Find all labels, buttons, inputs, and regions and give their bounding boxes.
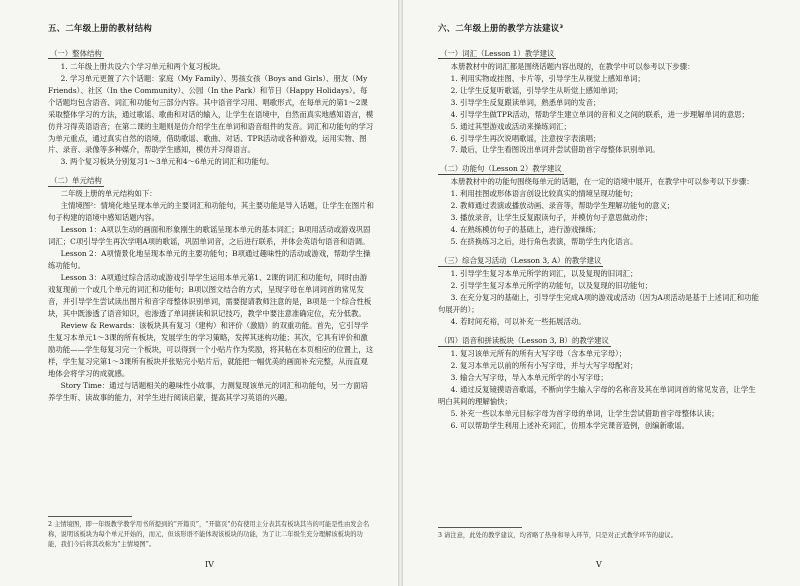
paragraph: 本册教材中的词汇都是围绕话题内容出现的，在教学中可以参考以下步骤： bbox=[450, 61, 695, 71]
section-heading: （一）词汇（Lesson 1）教学建议 bbox=[440, 48, 555, 58]
footnote-rule bbox=[438, 527, 522, 528]
list-item: 5. 补充一些以本单元目标字母为首字母的单词，让学生尝试借助首字母整体认读； bbox=[450, 409, 719, 419]
page-title: 五、二年级上册的教材结构 bbox=[48, 23, 153, 33]
list-item: 2. 让学生反复听歌谣，引导学生从听觉上感知单词； bbox=[450, 85, 623, 95]
paragraph: 本册教材中的功能句围绕每单元的话题，在一定的语境中展开，在教学中可以参考以下步骤： bbox=[450, 177, 754, 187]
paragraph: 1. 二年级上册共设六个学习单元和两个复习板块。 bbox=[60, 61, 226, 71]
paragraph: Lesson 3：A项通过综合活动或游戏引导学生运用本单元第1、2课的词汇和功能句，同时由游戏复现前一个或几个单元的词汇和功能句；B项以图文结合的方式，呈现字母在单词词首的常见发音，并引导学生尝试读出图片和音字母整体识别单词，需要提请教师注意的是，B项是一个综合性板块，其中既渗透了语音知识，也渗透了单词拼读和识记技巧，教学中要注意准确定位，充分低教。 bbox=[48, 273, 372, 319]
paragraph: Lesson 2：A项情景化地呈现本单元的主要功能句；B项通过趣味性的活动或游戏，帮助学生操练功能句。 bbox=[48, 249, 371, 271]
section-heading: （二）单元结构 bbox=[50, 176, 102, 186]
section-heading: （二）功能句（Lesson 2）教学建议 bbox=[440, 164, 562, 174]
paragraph: 主情境图²：情境化地呈现本单元的主要词汇和功能句，其主要功能是导入话题，让学生在图片和句子构建的语境中感知话题内容。 bbox=[48, 201, 374, 223]
list-item: 2. 教师通过表演或播放动画、录音等，帮助学生理解功能句的意义； bbox=[450, 201, 675, 211]
paragraph: 3. 两个复习板块分别复习1～3单元和4～6单元的词汇和功能句。 bbox=[60, 157, 274, 167]
list-item: 5. 在挤换练习之后，进行角色表演，帮助学生内化语言。 bbox=[450, 237, 638, 247]
paragraph: Review & Rewards：该板块具有复习（建构）和评价（激励）的双重功能。首先，它引导学生复习本单元1～3课的所有板块，发展学生的学习策略，发挥其迷构功能；其次，它具有评价和激励功能——学生每复习完一个板块，可以得到一个小贴片作为奖励，将其粘在本页相应的位置上，这样，学生复习完第1～3课所有板块并张贴完小贴片后，就能把一幅优美的画面补充完整，从而直观地体会将学习的成就感。 bbox=[48, 321, 374, 379]
list-item: 4. 在熟练模仿句子的基础上，进行游戏操练； bbox=[450, 225, 601, 235]
list-item: 4. 若时间充裕，可以补充一些拓展活动。 bbox=[450, 317, 586, 327]
list-item: 5. 通过其型游戏或活动来操练词汇； bbox=[450, 121, 571, 131]
paragraph: 二年级上册的单元结构如下： bbox=[60, 189, 157, 199]
list-item: 1. 复习该单元所有的所有大写字母（含本单元字母）； bbox=[450, 349, 627, 359]
page-number: V bbox=[596, 560, 602, 570]
list-item: 3. 引导学生反复跟读单词，熟悉单词的发音； bbox=[450, 97, 601, 107]
list-item: 4. 通过反复镜摸语音歌谣，不断向学生输入字母的名称音及其在单词词首的常见发音，让学生明白其间的理解愉快； bbox=[438, 385, 756, 407]
section-heading: （四）语音和拼读板块（Lesson 3, B）的教学建议 bbox=[440, 336, 609, 346]
list-item: 2. 引导学生复习本单元所学的功能句，以及复现的旧功能句； bbox=[450, 281, 653, 291]
list-item: 1. 利用实物或挂图、卡片等，引导学生从视觉上感知单词； bbox=[450, 73, 645, 83]
list-item: 3. 播放录音，让学生反复跟读句子，并模仿句子意思做动作； bbox=[450, 213, 653, 223]
page-number: IV bbox=[205, 560, 214, 570]
section-heading: （一）整体结构 bbox=[50, 48, 102, 58]
list-item: 6. 引导学生再次说唱歌谣，注意按字表演唱； bbox=[450, 133, 601, 143]
paragraph: 2. 学习单元更置了六个话题：家庭（My Family）、男孩女孩（Boys and Girls）、朋友（My Friends）、社区（In the Community）、公园（In the Park）和节日（Happy Holidays）。每个话题均包含语音、词汇和功能句三部分内容。其中语音学习用、唱歌形式，在每单元的第1～2课采取整体学习的方法，通过歌谣、歌曲和对话的输入，让学生在语境中，自然而真实地感知语言，模仿并习得英语语音；在第二课的主题则是仿介绍学生在单词和语音组件的发音。词汇和功能句的学习为单元重点，通过真实自然的语境，借助歌谣、歌曲、对话、TPR活动或各种游戏，运用实物、图片、录音、录像等多种媒介，帮助学生感知，模仿并习得语言。 bbox=[48, 73, 374, 155]
list-item: 3. 在充分复习的基础上，引导学生完成A项的游戏或活动（因为A项活动是基于上述词汇和功能句展开的）； bbox=[438, 293, 759, 315]
list-item: 2. 复习本单元以前的所有小写字母，并与大写字母配对； bbox=[450, 361, 638, 371]
paragraph: Lesson 1：A项以生动的画面和形象刚生的歌谣呈现本单元的基本词汇；B项用活动或游戏巩固词汇；C项引导学生再次学唱A项的歌谣，巩固单词音，之后进行联系，并体会英语句语音和语调。 bbox=[48, 225, 371, 247]
page-title: 六、二年级上册的教学方法建议³ bbox=[438, 23, 564, 33]
section-heading: （三）综合复习活动（Lesson 3, A）的教学建议 bbox=[440, 256, 602, 266]
list-item: 3. 输合大写字母，导入本单元所学的小写字母； bbox=[450, 373, 608, 383]
list-item: 1. 引导学生复习本单元所学的词汇，以及复现的旧词汇； bbox=[450, 269, 638, 279]
right-page bbox=[400, 0, 800, 586]
footnote: 2 主情境图，即一年级教学教学用书所提到的“开篇页”，“开篇页”仍有使用主分表其有板块其当的可能是性由发会名称，说明该板块为每个单元开始的，而元，但该形语不能体现该板块的功能，为了让二年级生充分理解该板块的功能，我们今后将其改称为“主情境图”。 bbox=[48, 521, 370, 548]
paragraph: Story Time：通过与话题相关的趣味性小故事，力测复现该单元的词汇和功能句，另一方面培养学生听、读故事的能力，对学生进行阅读启蒙，提高其学习英语的兴趣。 bbox=[48, 381, 368, 403]
footnote: 3 请注意，此处的教学建议，均省略了热身和导入环节，只是对正式教学环节的建议。 bbox=[438, 532, 677, 539]
footnote-rule bbox=[48, 516, 132, 517]
list-item: 6. 可以帮助学生利用上述补充词汇，仿照本学完课音造例，创编新歌谣。 bbox=[450, 421, 690, 431]
list-item: 4. 引导学生做TPR活动，帮助学生建立单词的音和义之间的联系，进一步理解单词的意思； bbox=[450, 109, 749, 119]
list-item: 1. 利用挂图或形体语言创设比较真实的情境呈现功能句； bbox=[450, 189, 638, 199]
book-gutter bbox=[398, 0, 403, 586]
list-item: 7. 最后，让学生看图说出单词并尝试借助首字母整体识别单词。 bbox=[450, 145, 660, 155]
